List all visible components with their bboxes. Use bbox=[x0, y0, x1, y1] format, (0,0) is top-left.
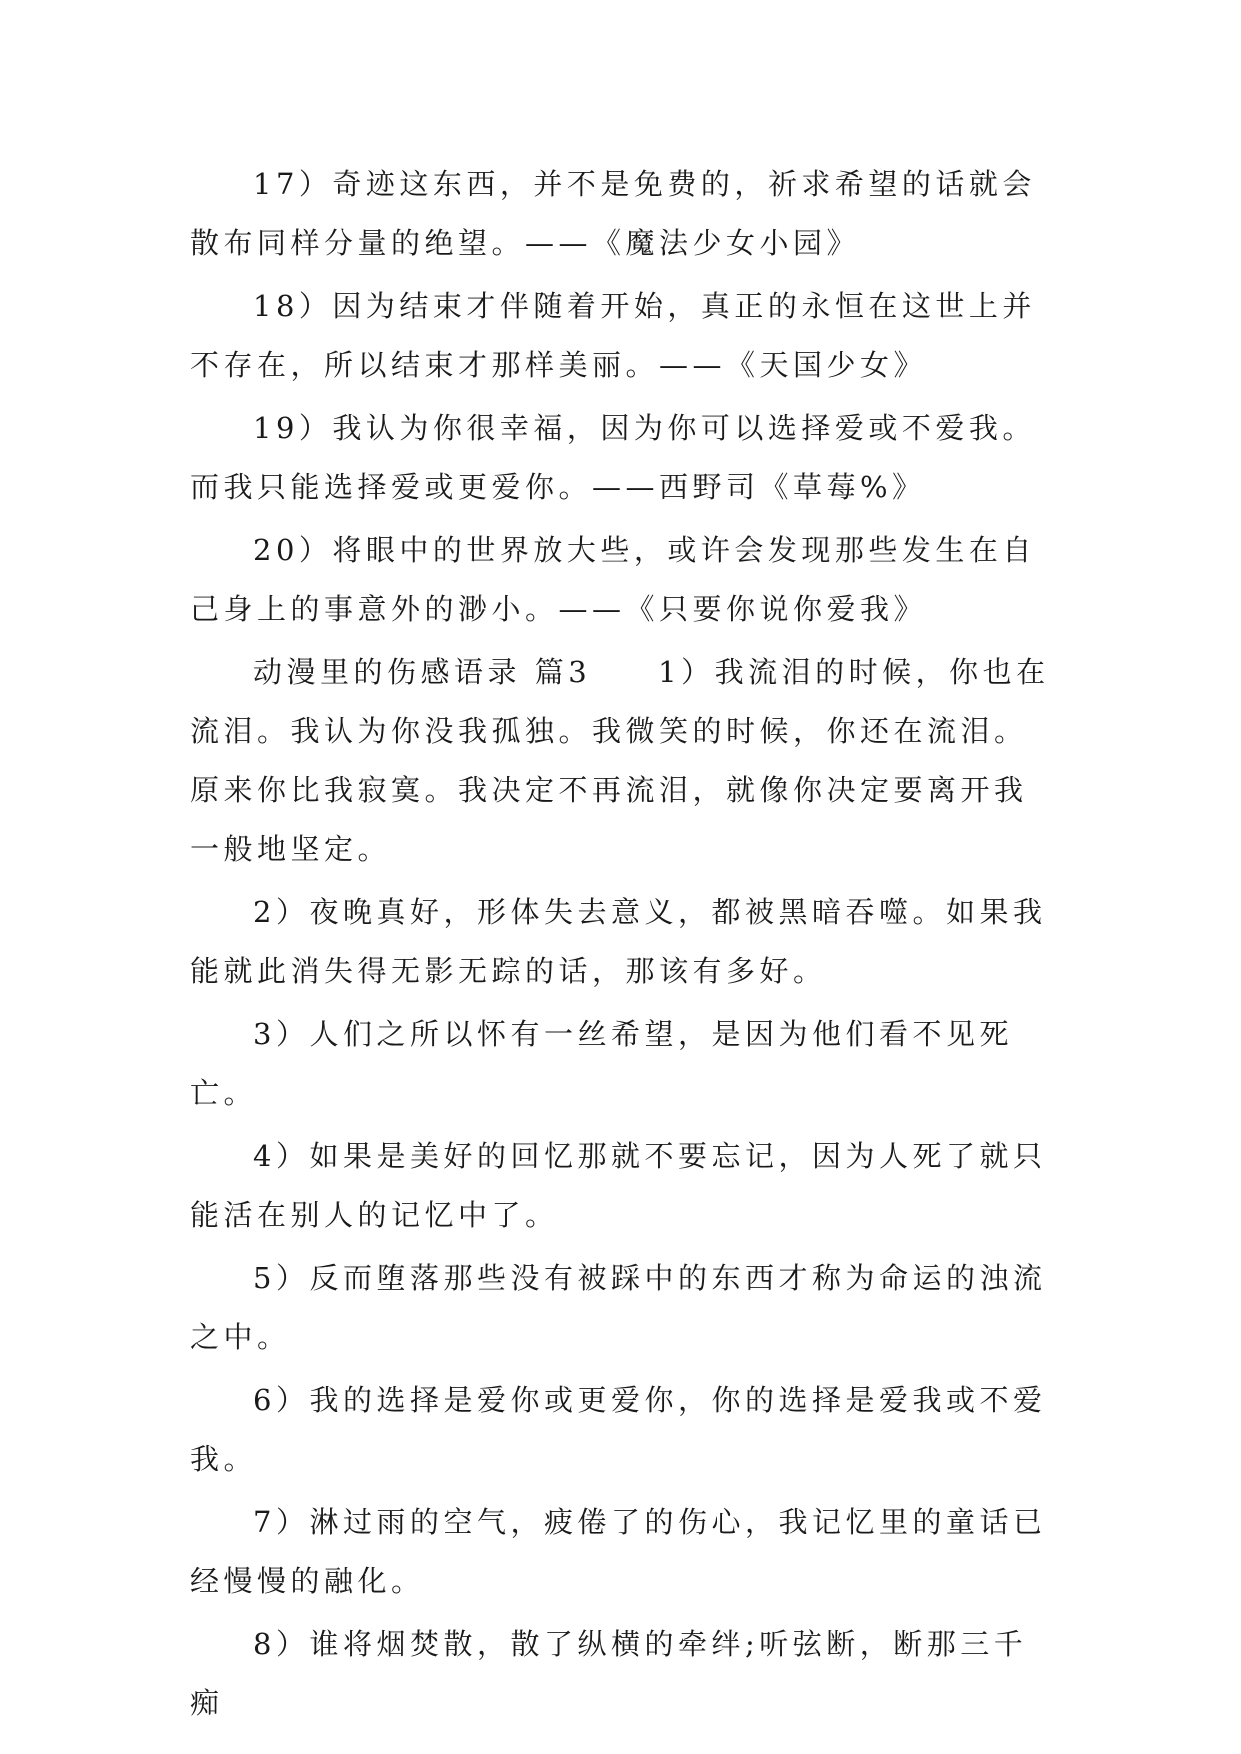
paragraph-quote-6: 6）我的选择是爱你或更爱你，你的选择是爱我或不爱我。 bbox=[190, 1383, 1047, 1476]
paragraph-quote-19: 19）我认为你很幸福，因为你可以选择爱或不爱我。而我只能选择爱或更爱你。——西野司《草莓%》 bbox=[190, 411, 1036, 504]
paragraph-quote-17: 17）奇迹这东西，并不是免费的，祈求希望的话就会散布同样分量的绝望。——《魔法少女小园》 bbox=[190, 167, 1036, 260]
paragraph-quote-20: 20）将眼中的世界放大些，或许会发现那些发生在自己身上的事意外的渺小。——《只要你说你爱我》 bbox=[190, 533, 1036, 626]
paragraph-quote-5: 5）反而堕落那些没有被踩中的东西才称为命运的浊流之中。 bbox=[190, 1261, 1047, 1354]
document-body bbox=[190, 155, 1050, 1737]
paragraph-section-3-quote-1: 动漫里的伤感语录 篇3 1）我流泪的时候，你也在流泪。我认为你没我孤独。我微笑的时候，你还在流泪。原来你比我寂寞。我决定不再流泪，就像你决定要离开我一般地坚定。 bbox=[190, 655, 1050, 866]
paragraph-quote-2: 2）夜晚真好，形体失去意义，都被黑暗吞噬。如果我能就此消失得无影无踪的话，那该有多好。 bbox=[190, 895, 1047, 988]
paragraph-quote-8: 8）谁将烟焚散，散了纵横的牵绊;听弦断，断那三千痴 bbox=[190, 1627, 1028, 1720]
paragraph-quote-3: 3）人们之所以怀有一丝希望，是因为他们看不见死亡。 bbox=[190, 1017, 1013, 1110]
paragraph-quote-4: 4）如果是美好的回忆那就不要忘记，因为人死了就只能活在别人的记忆中了。 bbox=[190, 1139, 1047, 1232]
paragraph-quote-18: 18）因为结束才伴随着开始，真正的永恒在这世上并不存在，所以结束才那样美丽。——《天国少女》 bbox=[190, 289, 1036, 382]
paragraph-quote-7: 7）淋过雨的空气，疲倦了的伤心，我记忆里的童话已经慢慢的融化。 bbox=[190, 1505, 1047, 1598]
